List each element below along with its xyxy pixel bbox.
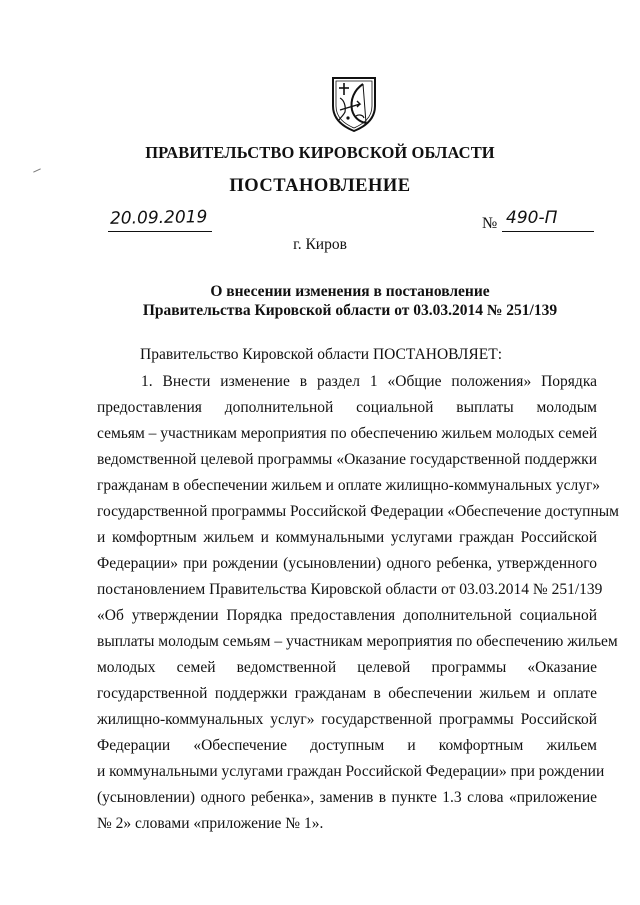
document-subject xyxy=(60,282,640,320)
coat-of-arms-icon xyxy=(330,76,378,132)
organization-title: ПРАВИТЕЛЬСТВО КИРОВСКОЙ ОБЛАСТИ xyxy=(145,143,495,162)
body-line: 1. Внести изменение в раздел 1 «Общие положения» Порядка xyxy=(141,373,597,390)
body-line: ведомственной целевой программы «Оказание государственной поддержки xyxy=(97,451,597,468)
number-field xyxy=(502,209,594,232)
body-line: и коммунальными услугами граждан Российской Федерации» при рождении xyxy=(97,763,605,780)
body-line: постановлением Правительства Кировской области от 03.03.2014 № 251/139 xyxy=(97,581,603,598)
body-line: Федерации «Обеспечение доступным и комфортным жильем xyxy=(97,737,597,754)
body-line: гражданам в обеспечении жильем и оплате жилищно-коммунальных услуг» xyxy=(97,477,601,494)
number-value: 490-П xyxy=(506,208,558,228)
body-line: жилищно-коммунальных услуг» государственной программы Российской xyxy=(97,711,597,728)
body-line: «Об утверждении Порядка предоставления дополнительной социальной xyxy=(97,607,597,624)
body-line: (усыновлении) одного ребенка», заменив в пункте 1.3 слова «приложение xyxy=(97,789,597,806)
date-field xyxy=(108,209,212,232)
body-line: предоставления дополнительной социальной выплаты молодым xyxy=(97,399,597,416)
body-line: семьям – участникам мероприятия по обеспечению жильем молодых семей xyxy=(97,425,598,442)
body-line: молодых семей ведомственной целевой программы «Оказание xyxy=(97,659,597,676)
scan-artifact xyxy=(33,168,41,172)
body-line: Федерации» при рождении (усыновлении) одного ребенка, утвержденного xyxy=(97,555,597,572)
subject-line-1: О внесении изменения в постановление xyxy=(210,283,490,300)
body-line: и комфортным жильем и коммунальными услугами граждан Российской xyxy=(97,529,597,546)
city-label: г. Киров xyxy=(293,236,347,253)
date-value: 20.09.2019 xyxy=(109,207,208,229)
body-line: № 2» словами «приложение № 1». xyxy=(97,815,324,832)
body-line: государственной поддержки гражданам в обеспечении жильем и оплате xyxy=(97,685,597,702)
body-line: выплаты молодым семьям – участникам мероприятия по обеспечению жильем xyxy=(97,633,618,650)
number-label: № xyxy=(482,215,498,232)
body-line: государственной программы Российской Федерации «Обеспечение доступным xyxy=(97,503,619,520)
subject-line-2: Правительства Кировской области от 03.03.2014 № 251/139 xyxy=(142,302,558,319)
body-text xyxy=(97,369,619,837)
preamble-text: Правительство Кировской области ПОСТАНОВЛЯЕТ: xyxy=(140,346,503,363)
document-type-heading: ПОСТАНОВЛЕНИЕ xyxy=(229,176,411,196)
